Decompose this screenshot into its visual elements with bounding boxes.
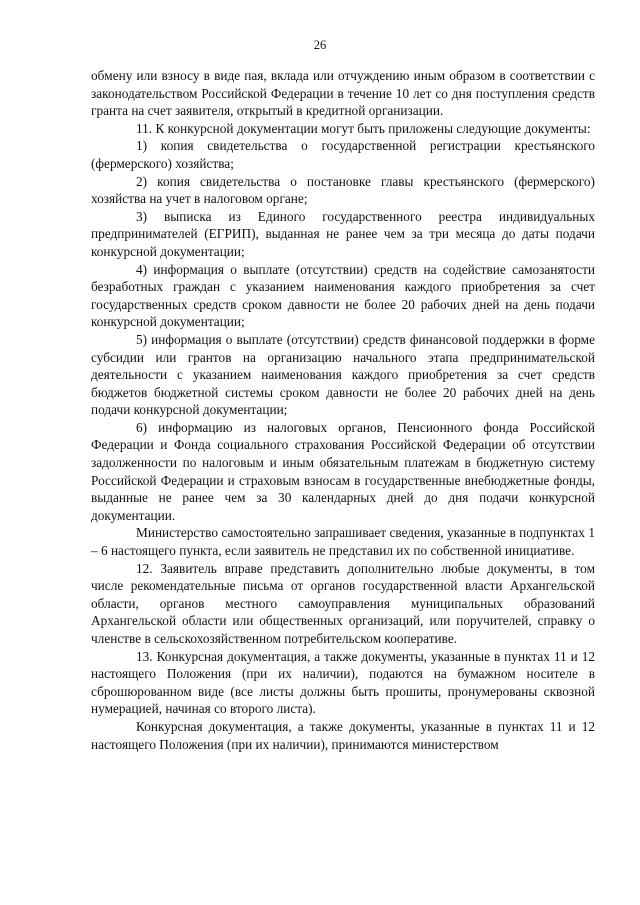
paragraph-subitem-5: 5) информация о выплате (отсутствии) средств финансовой поддержки в форме субсидии или грантов на организацию начального этапа предпринимательской деятельности с указанием наименования каждого приобретения за счет средств бюджетов бюджетной системы сроком давности не более 20 рабочих дней на день подачи конкурсной документации; [91, 331, 595, 418]
paragraph-continuation: обмену или взносу в виде пая, вклада или отчуждению иным образом в соответствии с законодательством Российской Федерации в течение 10 лет со дня поступления средств гранта на счет заявителя, открытый в кредитной организации. [91, 68, 595, 119]
paragraph-item-11: 11. К конкурсной документации могут быть приложены следующие документы: [136, 120, 591, 136]
paragraph-ministry-request: Министерство самостоятельно запрашивает сведения, указанные в подпунктах 1 – 6 настоящего пункта, если заявитель не представил их по собственной инициативе. [91, 525, 595, 559]
paragraph-subitem-3: 3) выписка из Единого государственного реестра индивидуальных предпринимателей (ЕГРИП), выданная не ранее чем за три месяца до даты подачи конкурсной документации; [91, 208, 595, 259]
paragraph-subitem-4: 4) информация о выплате (отсутствии) средств на содействие самозанятости безработных граждан с указанием наименования каждого приобретения за счет государственных средств сроком давности не более 20 рабочих дней на день подачи конкурсной документации; [91, 261, 595, 330]
paragraph-subitem-6: 6) информацию из налоговых органов, Пенсионного фонда Российской Федерации и Фонда социального страхования Российской Федерации об отсутствии задолженности по налоговым и иным обязательным платежам в бюджетную систему Российской Федерации и страховым взносам в государственные внебюджетные фонды, выданные не ранее чем за 30 календарных дней до дня подачи конкурсной документации. [91, 419, 595, 523]
paragraph-subitem-2: 2) копия свидетельства о постановке главы крестьянского (фермерского) хозяйства на учет в налоговом органе; [91, 173, 595, 207]
paragraph-acceptance: Конкурсная документация, а также документы, указанные в пунктах 11 и 12 настоящего Положения (при их наличии), принимаются министерством [91, 718, 595, 752]
paragraph-subitem-1: 1) копия свидетельства о государственной регистрации крестьянского (фермерского) хозяйства; [91, 138, 595, 171]
paragraph-item-13: 13. Конкурсная документация, а также документы, указанные в пунктах 11 и 12 настоящего Положения (при их наличии), подаются на бумажном носителе в сброшюрованном виде (все листы должны быть прошиты, пронумерованы сквозной нумерацией, начиная со второго листа). [91, 648, 595, 717]
page-number: 26 [313, 38, 327, 52]
paragraph-item-12: 12. Заявитель вправе представить дополнительно любые документы, в том числе рекомендательные письма от органов государственной власти Архангельской области, органов местного самоуправления муниципальных образований Архангельской области или общественных организаций, или поручителей, справку о членстве в сельскохозяйственном потребительском кооперативе. [91, 560, 595, 646]
document-body [91, 67, 595, 753]
